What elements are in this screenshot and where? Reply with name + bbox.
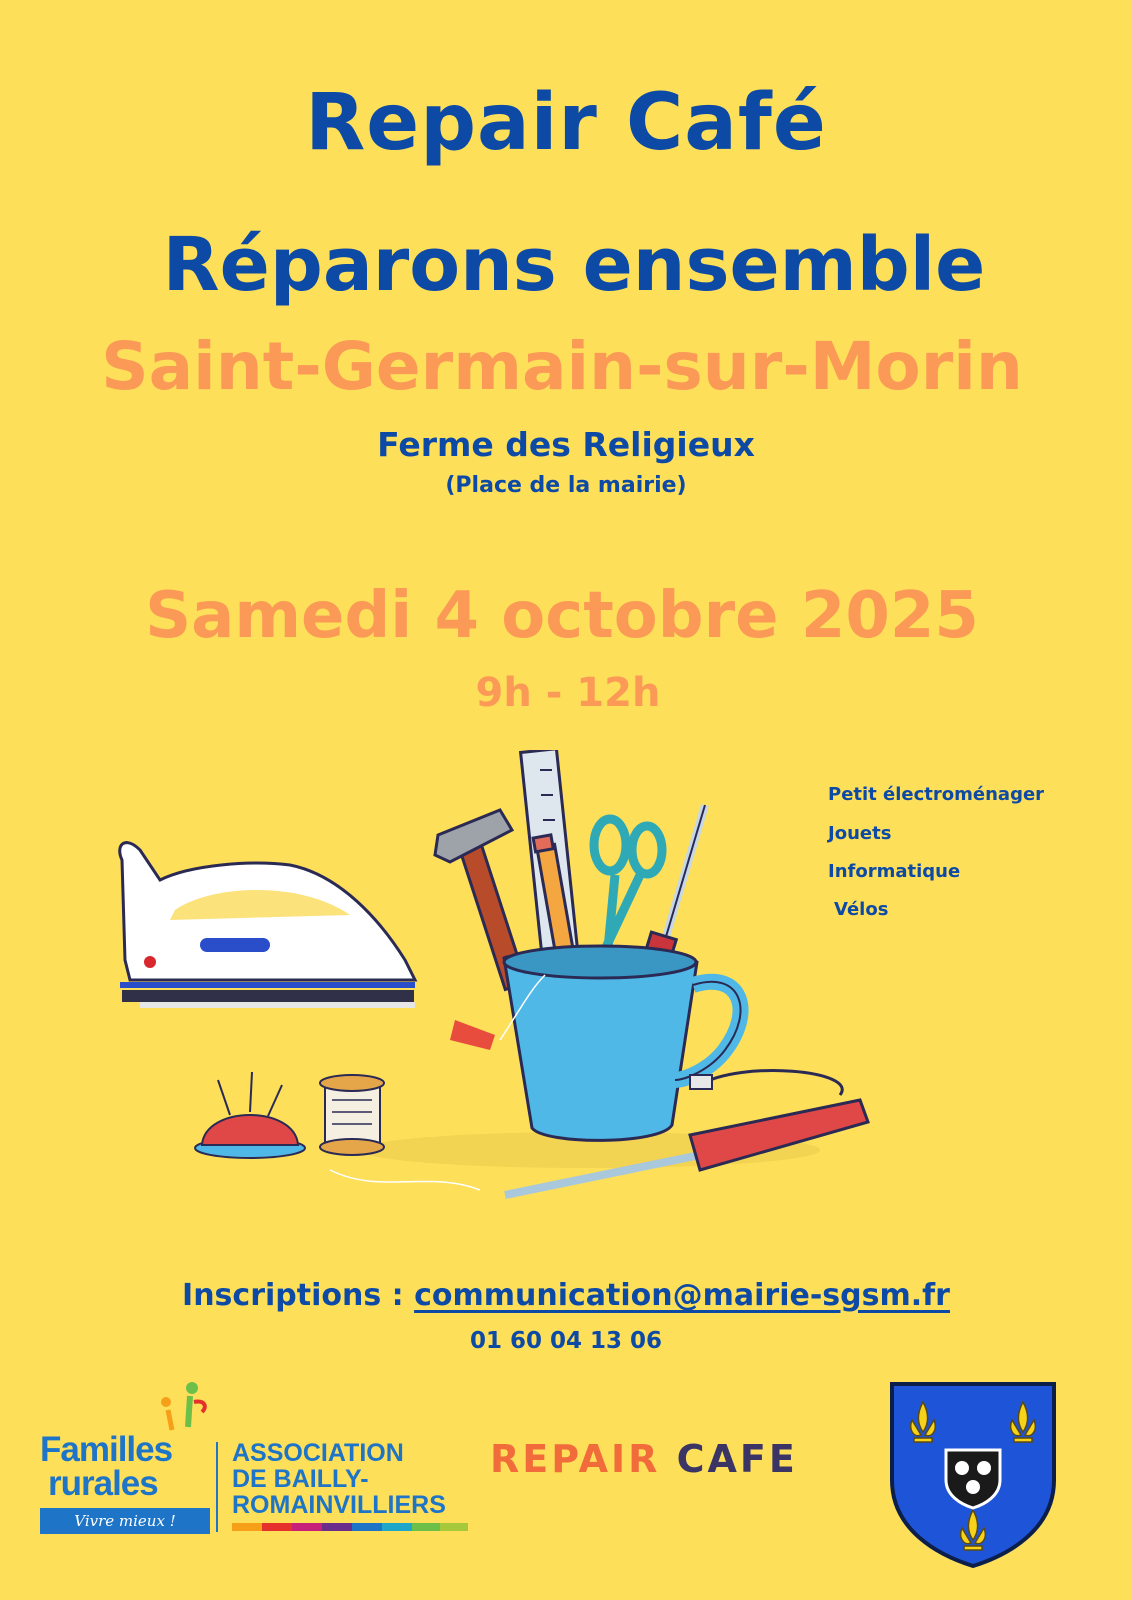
category-item: Vélos: [834, 899, 889, 920]
registration-line: [0, 1278, 1132, 1313]
association-line: DE BAILLY-: [232, 1465, 369, 1493]
pincushion-icon: [195, 1072, 305, 1158]
association-line: ROMAINVILLIERS: [232, 1491, 446, 1519]
rainbow-bar: [232, 1523, 468, 1531]
tag-icon: [450, 1020, 495, 1050]
event-date: Samedi 4 octobre 2025: [145, 579, 979, 653]
event-hours: 9h - 12h: [475, 670, 661, 716]
venue-name: Ferme des Religieux: [377, 425, 755, 464]
poster-title: Repair Café: [305, 78, 827, 168]
town-name: Saint-Germain-sur-Morin: [101, 328, 1023, 405]
coat-of-arms-icon: [888, 1380, 1058, 1570]
registration-label: Inscriptions :: [182, 1278, 415, 1313]
repair-word: REPAIR: [490, 1437, 661, 1481]
people-figure-icon: [152, 1382, 212, 1432]
cafe-word: CAFE: [676, 1437, 798, 1481]
mug-icon: [504, 946, 741, 1140]
category-item: Informatique: [828, 861, 961, 882]
venue-detail: (Place de la mairie): [445, 473, 687, 498]
iron-icon: [120, 843, 415, 1008]
association-name: [232, 1440, 446, 1518]
association-line: ASSOCIATION: [232, 1439, 404, 1467]
familles-word: Familles: [40, 1430, 173, 1469]
thread-spool-icon: [320, 1075, 384, 1155]
tools-illustration: [100, 750, 900, 1230]
category-item: Jouets: [828, 823, 892, 844]
contact-phone: 01 60 04 13 06: [469, 1328, 663, 1354]
logo-divider: [216, 1442, 218, 1532]
repair-cafe-logo: [490, 1437, 798, 1481]
familles-tagline: Vivre mieux !: [40, 1508, 210, 1534]
contact-email-link[interactable]: communication@mairie-sgsm.fr: [414, 1278, 950, 1313]
category-item: Petit électroménager: [828, 784, 1045, 805]
familles-rurales-logo: [40, 1382, 230, 1532]
poster-subtitle: Réparons ensemble: [162, 222, 986, 308]
rurales-word: rurales: [48, 1464, 158, 1503]
